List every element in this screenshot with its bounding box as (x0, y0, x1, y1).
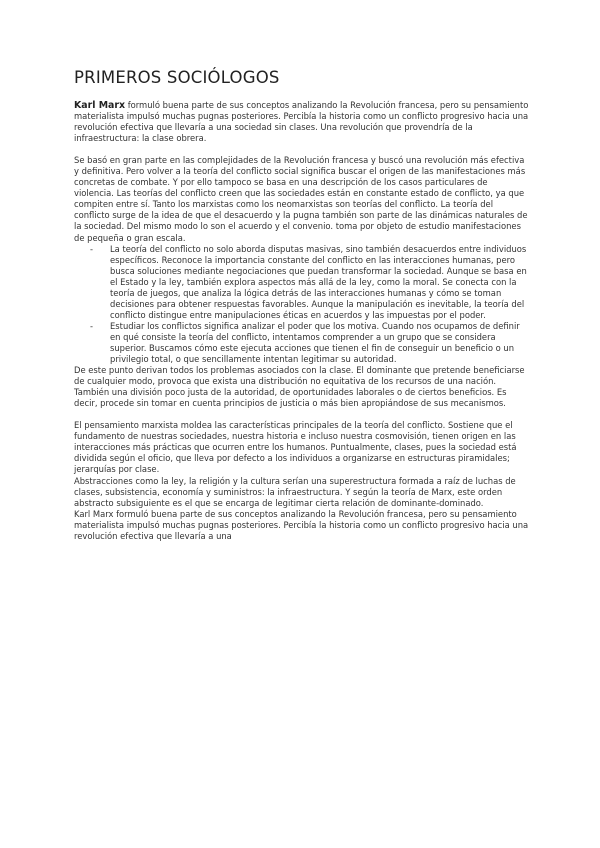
author-name: Karl Marx (74, 100, 126, 111)
bullet-marker: - (90, 320, 94, 331)
intro-paragraph (74, 100, 530, 144)
list-item-text: Estudiar los conflictos significa analizar el poder que los motiva. Cuando nos ocupamos de definir en qué consiste la teoría del conflicto, intentamos comprender a un grupo que se considera superior. Buscamos cómo este ejecuta acciones que tienen el fin de conseguir un beneficio o un privilegio total, o que sencillamente intentan legitimar su autoridad. (110, 320, 520, 365)
list-item-text: La teoría del conflicto no solo aborda disputas masivas, sino también desacuerdos entre individuos específicos. Reconoce la importancia constante del conflicto en las interacciones humanas, pero busca soluciones mediante negociaciones que puedan transformar la sociedad. Aunque se basa en el Estado y la ley, también explora aspectos más allá de la ley, como la moral. Se conecta con la teoría de juegos, que analiza la lógica detrás de las interacciones humanas y cómo se toman decisiones para obtener respuestas favorables. Aunque la manipulación es inevitable, la teoría del conflicto distingue entre manipulaciones éticas en acuerdos y las impuestas por el poder. (110, 243, 527, 320)
bullet-list (74, 244, 530, 366)
conflict-theory-paragraph: Se basó en gran parte en las complejidades de la Revolución francesa y buscó una revolución más efectiva y definitiva. Pero volver a la teoría del conflicto social significa buscar el origen de las manifestaciones más concretas de combate. Y por ello tampoco se basa en una descripción de los casos particulares de violencia. Las teorías del conflicto creen que las sociedades están en constante estado de conflicto, ya que compiten entre sí. Tanto los marxistas como los neomarxistas son teorías del conflicto. La teoría del conflicto surge de la idea de que el desacuerdo y la pugna también son parte de las dinámicas naturales de la sociedad. Del mismo modo lo son el acuerdo y el convenio. toma por objeto de estudio manifestaciones de pequeña o gran escala. (74, 155, 528, 243)
repeated-intro-paragraph: Karl Marx formuló buena parte de sus conceptos analizando la Revolución francesa, pero su pensamiento materialista impulsó muchas pugnas posteriores. Percibía la historia como un conflicto progresivo hacia una revolución efectiva que llevaría a una (74, 508, 529, 541)
list-item (74, 244, 530, 321)
document-page (74, 68, 530, 542)
class-problems-paragraph: De este punto derivan todos los problemas asociados con la clase. El dominante que pretende beneficiarse de cualquier modo, provoca que exista una distribución no equitativa de los recursos de una nación. También una división poco justa de la autoridad, de oportunidades laborales o de ciertos beneficios. Es decir, procede sin tomar en cuenta principios de justicia o más bien apropiándose de sus mecanismos. (74, 365, 525, 409)
marxist-thought-paragraph: El pensamiento marxista moldea las características principales de la teoría del conflicto. Sostiene que el fundamento de nuestras sociedades, nuestra historia e incluso nuestra cosmovisión, tienen origen en las interacciones más prácticas que ocurren entre los humanos. Puntualmente, clases, pues la sociedad está dividida según el oficio, que lleva por defecto a los individuos a organizarse en estructuras piramidales; jerarquías por clase. (74, 420, 517, 475)
list-item (74, 321, 530, 365)
bullet-marker: - (90, 243, 94, 254)
page-title: PRIMEROS SOCIÓLOGOS (74, 68, 280, 87)
intro-paragraph-text: formuló buena parte de sus conceptos analizando la Revolución francesa, pero su pensamiento materialista impulsó muchas pugnas posteriores. Percibía la historia como un conflicto progresivo hacia una revolución efectiva que llevaría a una sociedad sin clases. Una revolución que provendría de la infraestructura: la clase obrera. (74, 100, 529, 144)
spacer (74, 409, 530, 420)
spacer (74, 144, 530, 155)
superstructure-paragraph: Abstracciones como la ley, la religión y la cultura serían una superestructura formada a raíz de luchas de clases, subsistencia, economía y suministros: la infraestructura. Y según la teoría de Marx, este orden abstracto subsiguiente es el que se encarga de legitimar cierta relación de dominante-dominado. (74, 475, 516, 508)
